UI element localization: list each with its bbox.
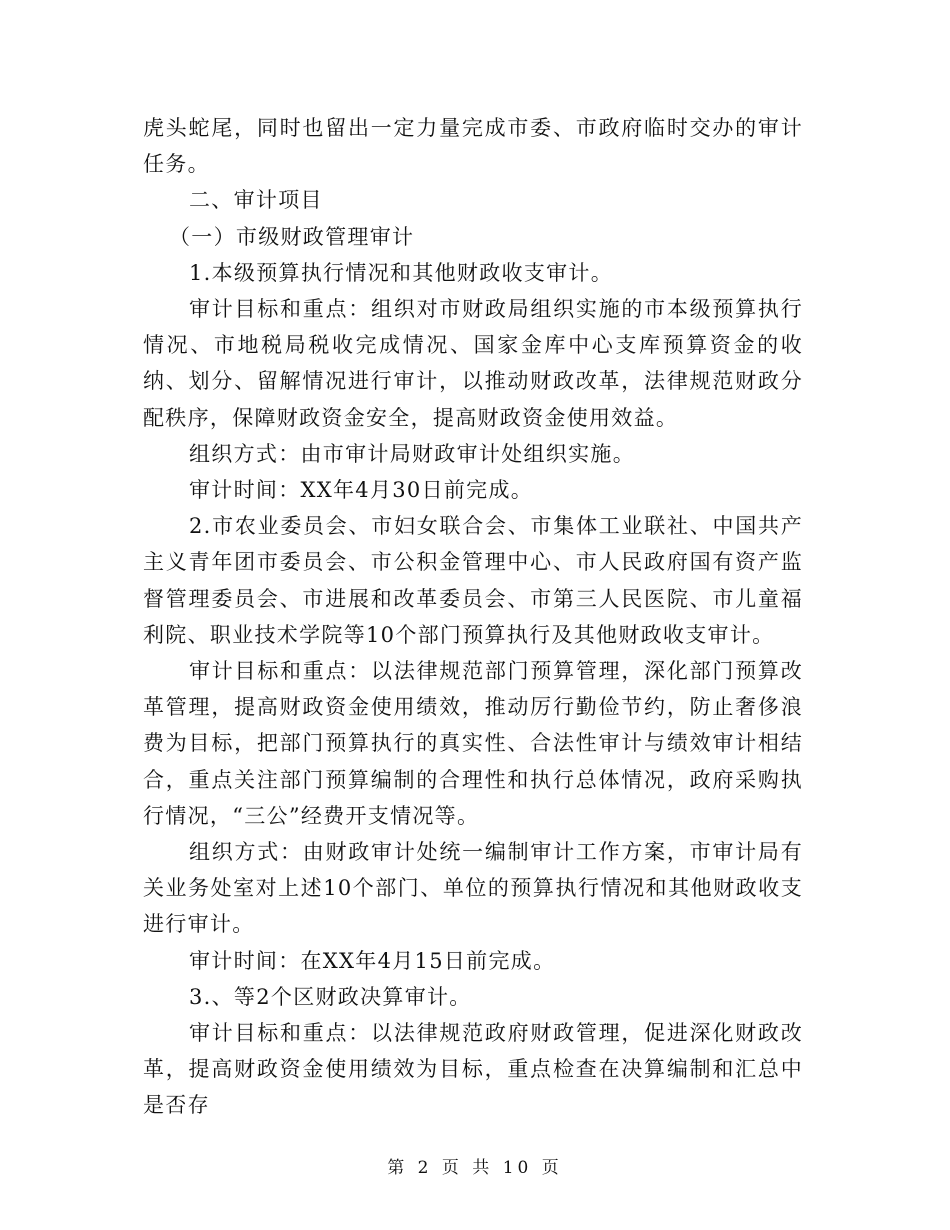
subsection-heading: （一）市级财政管理审计 [169, 224, 415, 249]
paragraph: 审计目标和重点：以法律规范政府财政管理，促进深化财政改革，提高财政资金使用绩效为目标，重点检查在决算编制和汇总中是否存 [143, 1021, 803, 1118]
page-footer: 第 2 页 共 10 页 [387, 1158, 563, 1178]
document-body [143, 110, 803, 1124]
paragraph: 组织方式：由财政审计处统一编制审计工作方案，市审计局有关业务处室对上述10个部门、单位的预算执行情况和其他财政收支进行审计。 [143, 840, 803, 937]
item-heading: 2.市农业委员会、市妇女联合会、市集体工业联社、中国共产主义青年团市委员会、市公积金管理中心、市人民政府国有资产监督管理委员会、市进展和改革委员会、市第三人民医院、市儿童福利院、职业技术学院等10个部门预算执行及其他财政收支审计。 [143, 514, 803, 647]
paragraph: 审计目标和重点：以法律规范部门预算管理，深化部门预算改革管理，提高财政资金使用绩效，推动厉行勤俭节约，防止奢侈浪费为目标，把部门预算执行的真实性、合法性审计与绩效审计相结合，重点关注部门预算编制的合理性和执行总体情况，政府采购执行情况，“三公”经费开支情况等。 [143, 659, 803, 828]
paragraph: 虎头蛇尾，同时也留出一定力量完成市委、市政府临时交办的审计任务。 [143, 116, 803, 177]
paragraph: 审计时间：在XX年4月15日前完成。 [189, 948, 556, 973]
section-heading: 二、审计项目 [189, 188, 323, 213]
paragraph: 组织方式：由市审计局财政审计处组织实施。 [189, 441, 635, 466]
item-heading: 1.本级预算执行情况和其他财政收支审计。 [189, 260, 614, 285]
paragraph: 审计目标和重点：组织对市财政局组织实施的市本级预算执行情况、市地税局税收完成情况、国家金库中心支库预算资金的收纳、划分、留解情况进行审计，以推动财政改革，法律规范财政分配秩序，保障财政资金安全，提高财政资金使用效益。 [143, 297, 803, 430]
paragraph: 审计时间：XX年4月30日前完成。 [189, 478, 534, 503]
item-heading: 3.、等2个区财政决算审计。 [189, 984, 472, 1009]
